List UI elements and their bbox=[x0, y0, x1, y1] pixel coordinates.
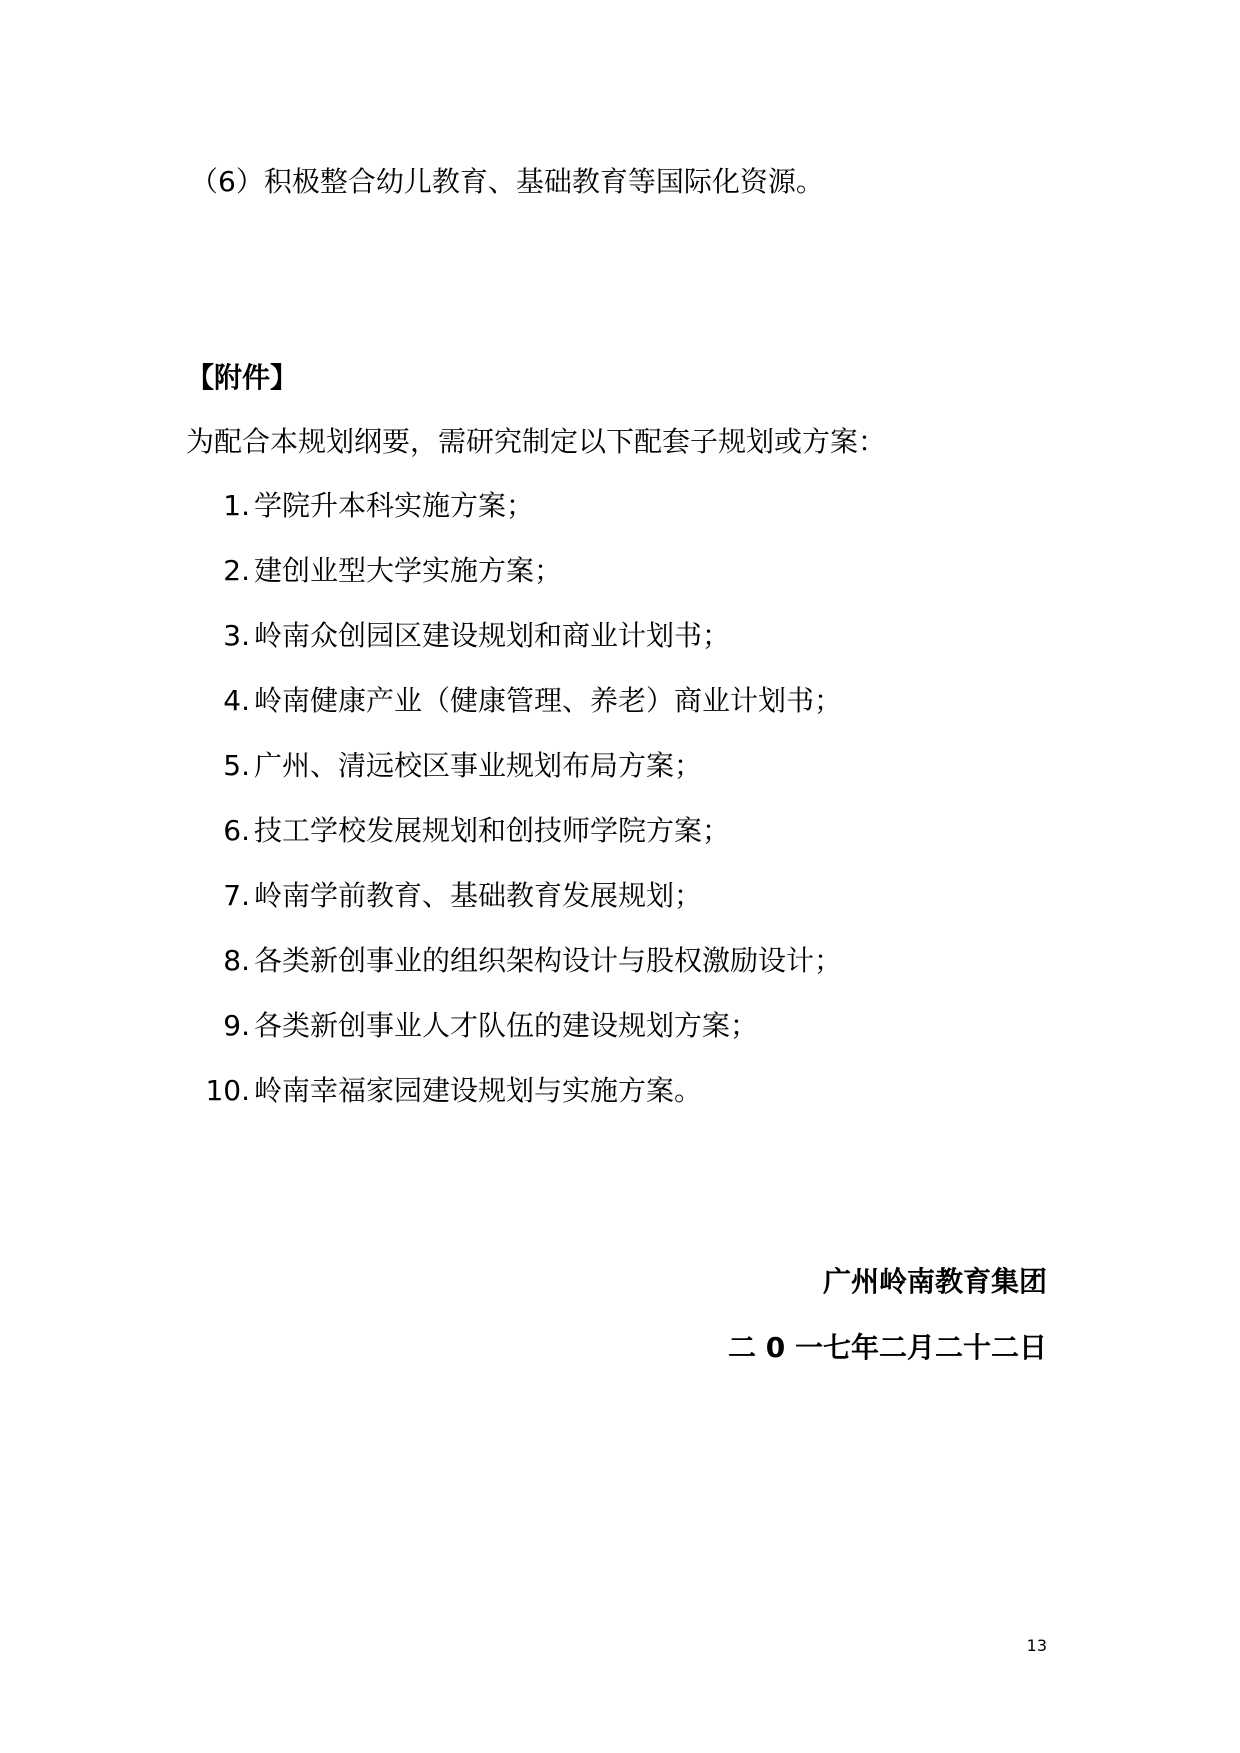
list-item-number: 7. bbox=[223, 879, 250, 912]
list-item bbox=[180, 941, 842, 981]
list-item-number: 8. bbox=[223, 944, 250, 977]
list-item bbox=[180, 616, 730, 656]
attachment-intro: 为配合本规划纲要，需研究制定以下配套子规划或方案： bbox=[186, 425, 887, 458]
list-item bbox=[180, 811, 730, 851]
page-number: 13 bbox=[1026, 1636, 1047, 1655]
list-item-text: 广州、清远校区事业规划布局方案； bbox=[254, 749, 703, 782]
list-item bbox=[180, 1071, 702, 1111]
list-item-number: 2. bbox=[223, 554, 250, 587]
list-item-text: 技工学校发展规划和创技师学院方案； bbox=[254, 814, 731, 847]
list-item-text: 各类新创事业的组织架构设计与股权激励设计； bbox=[254, 944, 843, 977]
list-item bbox=[180, 551, 562, 591]
signature-organization: 广州岭南教育集团 bbox=[822, 1265, 1047, 1298]
list-item-number: 9. bbox=[223, 1009, 250, 1042]
attachment-heading: 【附件】 bbox=[186, 361, 299, 394]
list-item-text: 建创业型大学实施方案； bbox=[254, 554, 563, 587]
signature-date: 二 0 一七年二月二十二日 bbox=[728, 1331, 1047, 1364]
list-item-number: 1. bbox=[223, 489, 250, 522]
list-item bbox=[180, 746, 702, 786]
list-item bbox=[180, 486, 534, 526]
list-item-text: 岭南学前教育、基础教育发展规划； bbox=[254, 879, 703, 912]
list-item bbox=[180, 681, 842, 721]
list-item bbox=[180, 876, 702, 916]
list-item-number: 10. bbox=[205, 1074, 250, 1107]
list-item-text: 岭南众创园区建设规划和商业计划书； bbox=[254, 619, 731, 652]
list-item-number: 5. bbox=[223, 749, 250, 782]
list-item-text: 各类新创事业人才队伍的建设规划方案； bbox=[254, 1009, 759, 1042]
list-item-number: 6. bbox=[223, 814, 250, 847]
list-item-text: 岭南幸福家园建设规划与实施方案。 bbox=[254, 1074, 703, 1107]
list-item-text: 岭南健康产业（健康管理、养老）商业计划书； bbox=[254, 684, 843, 717]
list-item-number: 4. bbox=[223, 684, 250, 717]
list-item-text: 学院升本科实施方案； bbox=[254, 489, 535, 522]
paragraph-6: （6）积极整合幼儿教育、基础教育等国际化资源。 bbox=[190, 165, 824, 198]
list-item bbox=[180, 1006, 758, 1046]
list-item-number: 3. bbox=[223, 619, 250, 652]
